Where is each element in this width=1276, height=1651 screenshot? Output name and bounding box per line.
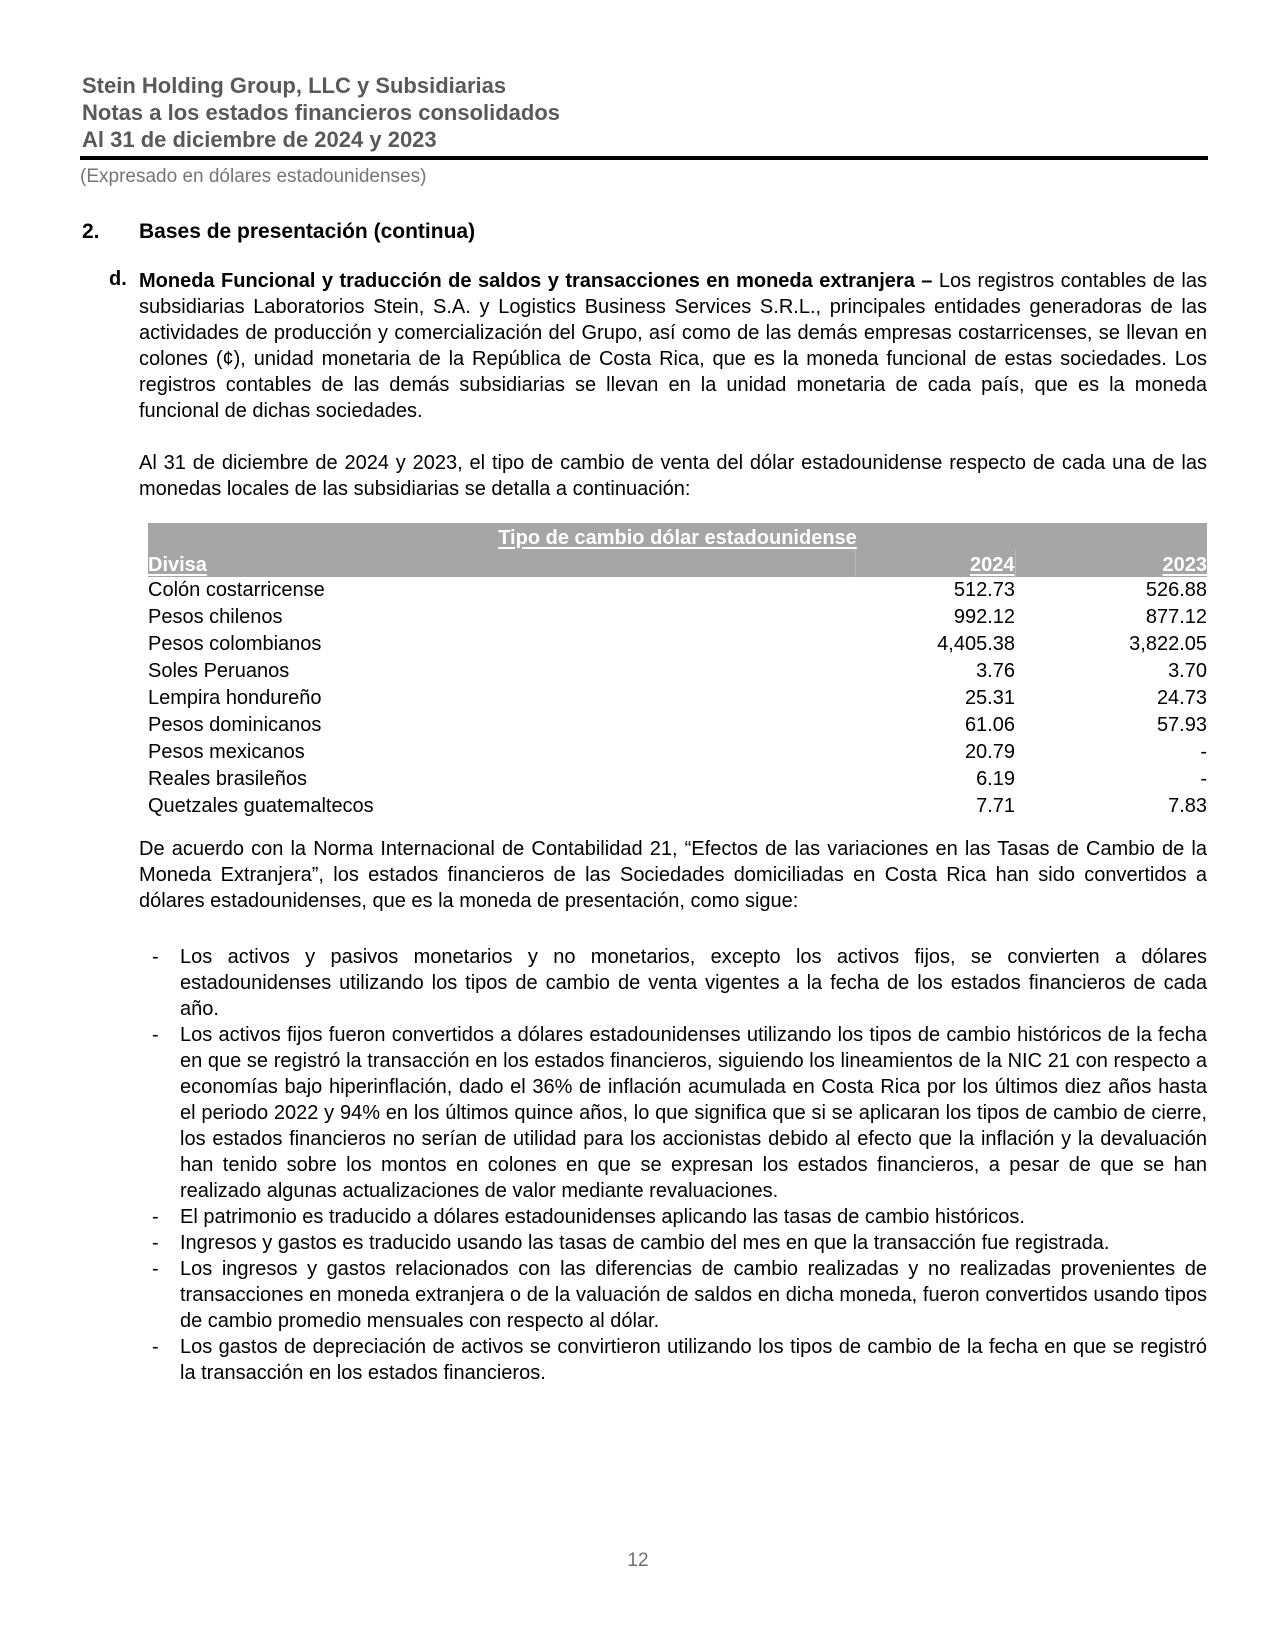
bullet-text: Los ingresos y gastos relacionados con las diferencias de cambio realizadas y no realizadas provenientes de transacciones en moneda extranjera o de la valuación de saldos en dicha moneda, fueron convertidos usando tipos de cambio promedio mensuales con respecto al dólar. xyxy=(180,1258,1207,1332)
cell-2024: 61.06 xyxy=(964,714,1015,736)
list-item xyxy=(152,1256,1207,1334)
section-number: 2. xyxy=(82,220,100,243)
cell-divisa: Pesos chilenos xyxy=(148,606,283,628)
cell-2023: 24.73 xyxy=(1156,687,1207,709)
table-row xyxy=(148,685,1207,712)
exchange-rate-table xyxy=(148,523,1207,820)
bullet-text: Los gastos de depreciación de activos se convirtieron utilizando los tipos de cambio de la fecha en que se registró la transacción en los estados financieros. xyxy=(180,1336,1207,1384)
section-content xyxy=(109,268,1207,1386)
table-row xyxy=(148,604,1207,631)
item-d-label: d. xyxy=(109,268,127,290)
item-d-lead-rest: Los registros contables de las subsidiarias Laboratorios Stein, S.A. y Logistics Business Services S.R.L., principales entidades generadoras de las actividades de producción y comercialización del Grupo, así como de las demás empresas costarricenses, se llevan en colones (¢), unidad monetaria de la República de Costa Rica, que es la moneda funcional de estas sociedades. Los registros contables de las demás subsidiarias se llevan en la unidad monetaria de cada país, que es la moneda funcional de dichas sociedades. xyxy=(139,270,1207,422)
dash-bullet: - xyxy=(152,1232,159,1254)
cell-divisa: Lempira hondureño xyxy=(148,687,322,709)
cell-2024: 992.12 xyxy=(953,606,1015,628)
dash-bullet: - xyxy=(152,1206,159,1228)
cell-2023: 526.88 xyxy=(1145,579,1207,601)
cell-divisa: Pesos colombianos xyxy=(148,633,322,655)
cell-2023: - xyxy=(1200,768,1207,790)
item-d-lead-paragraph xyxy=(139,268,1207,424)
cell-2024: 7.71 xyxy=(976,795,1015,817)
list-item xyxy=(152,1204,1207,1230)
list-item xyxy=(152,944,1207,1022)
cell-divisa: Soles Peruanos xyxy=(148,660,290,682)
cell-divisa: Colón costarricense xyxy=(148,579,325,601)
list-item xyxy=(152,1334,1207,1386)
table-row xyxy=(148,712,1207,739)
table-row xyxy=(148,793,1207,820)
item-d-lead-bold: Moneda Funcional y traducción de saldos y transacciones en moneda extranjera – xyxy=(139,270,933,292)
dash-bullet: - xyxy=(152,1258,159,1280)
dash-bullet: - xyxy=(152,1024,159,1046)
cell-divisa: Reales brasileños xyxy=(148,768,307,790)
cell-2024: 25.31 xyxy=(964,687,1015,709)
bullet-list xyxy=(152,944,1207,1386)
cell-2024: 3.76 xyxy=(976,660,1015,682)
section-heading xyxy=(82,219,1207,245)
cell-2023: 3,822.05 xyxy=(1129,633,1207,655)
item-d xyxy=(109,268,1207,424)
table-title-cell xyxy=(148,523,1207,550)
cell-2023: 57.93 xyxy=(1156,714,1207,736)
bullet-text: Los activos fijos fueron convertidos a dólares estadounidenses utilizando los tipos de cambio históricos de la fecha en que se registró la transacción en los estados financieros, siguiendo los lineamientos de la NIC 21 con respecto a economías bajo hiperinflación, dado el 36% de inflación acumulada en Costa Rica por los últimos diez años hasta el periodo 2022 y 94% en los últimos quince años, lo que significa que si se aplicaran los tipos de cambio de cierre, los estados financieros no serían de utilidad para los accionistas debido al efecto que la inflación y la devaluación han tenido sobre los montos en colones en que se expresan los estados financieros, a pesar de que se han realizado algunas actualizaciones de valor mediante revaluaciones. xyxy=(180,1024,1207,1202)
list-item xyxy=(152,1230,1207,1256)
cell-2023: 877.12 xyxy=(1145,606,1207,628)
exchange-rate-intro-paragraph: Al 31 de diciembre de 2024 y 2023, el tipo de cambio de venta del dólar estadounidense respecto de cada una de las monedas locales de las subsidiarias se detalla a continuación: xyxy=(139,452,1207,500)
cell-2024: 4,405.38 xyxy=(937,633,1015,655)
table-title: Tipo de cambio dólar estadounidense xyxy=(498,527,857,549)
bullet-text: El patrimonio es traducido a dólares estadounidenses aplicando las tasas de cambio históricos. xyxy=(180,1206,1025,1228)
cell-2024: 6.19 xyxy=(976,768,1015,790)
list-item xyxy=(152,1022,1207,1204)
document-title: Notas a los estados financieros consolidados xyxy=(82,100,561,125)
cell-divisa: Pesos dominicanos xyxy=(148,714,322,736)
column-header-divisa: Divisa xyxy=(148,550,855,577)
cell-2023: - xyxy=(1200,741,1207,763)
table-row xyxy=(148,658,1207,685)
company-name: Stein Holding Group, LLC y Subsidiarias xyxy=(82,73,507,98)
table-row xyxy=(148,739,1207,766)
document-date: Al 31 de diciembre de 2024 y 2023 xyxy=(82,127,437,152)
cell-2023: 7.83 xyxy=(1168,795,1207,817)
cell-2023: 3.70 xyxy=(1168,660,1207,682)
page-header xyxy=(82,72,1207,153)
nic21-paragraph: De acuerdo con la Norma Internacional de Contabilidad 21, “Efectos de las variaciones en las Tasas de Cambio de la Moneda Extranjera”, los estados financieros de las Sociedades domiciliadas en Costa Rica han sido convertidos a dólares estadounidenses, que es la moneda de presentación, como sigue: xyxy=(139,838,1207,912)
page-number: 12 xyxy=(627,1550,649,1571)
column-header-2024: 2024 xyxy=(855,550,1015,577)
table-header-row xyxy=(148,550,1207,577)
cell-2024: 20.79 xyxy=(964,741,1015,763)
dash-bullet: - xyxy=(152,946,159,968)
table-row xyxy=(148,577,1207,604)
cell-divisa: Quetzales guatemaltecos xyxy=(148,795,374,817)
bullet-text: Ingresos y gastos es traducido usando las tasas de cambio del mes en que la transacción fue registrada. xyxy=(180,1232,1110,1254)
section-title: Bases de presentación (continua) xyxy=(139,220,476,243)
cell-divisa: Pesos mexicanos xyxy=(148,741,305,763)
column-header-2023: 2023 xyxy=(1015,550,1207,577)
header-rule xyxy=(80,156,1208,160)
dash-bullet: - xyxy=(152,1336,159,1358)
table-row xyxy=(148,631,1207,658)
cell-2024: 512.73 xyxy=(953,579,1015,601)
table-title-row xyxy=(148,523,1207,550)
table-row xyxy=(148,766,1207,793)
currency-note: (Expresado en dólares estadounidenses) xyxy=(80,166,427,187)
bullet-text: Los activos y pasivos monetarios y no monetarios, excepto los activos fijos, se convierten a dólares estadounidenses utilizando los tipos de cambio de venta vigentes a la fecha de los estados financieros de cada año. xyxy=(180,946,1207,1020)
